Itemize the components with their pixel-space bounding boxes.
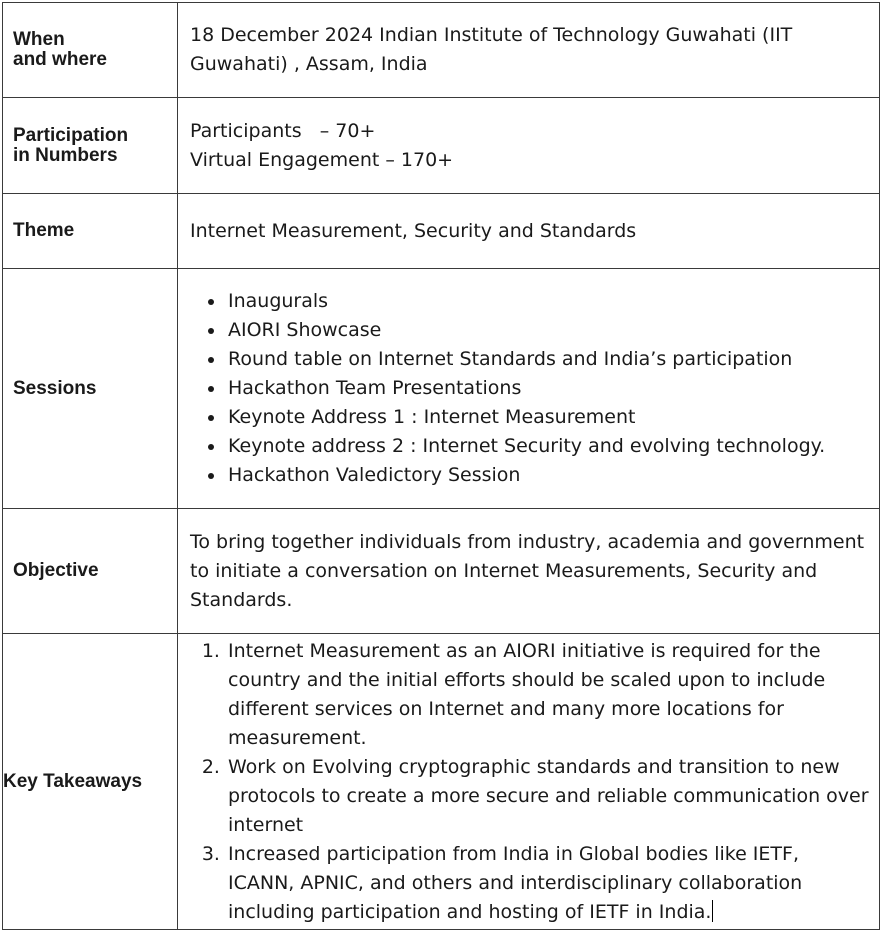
- row-sessions: [3, 269, 880, 509]
- session-item: • Inaugurals: [226, 287, 871, 316]
- takeaway-item: 1. Internet Measurement as an AIORI initiative is required for the country and the initial efforts should be scaled upon to include different services on Internet and many more locations for measurement.: [226, 637, 871, 753]
- value-theme: Internet Measurement, Security and Standards: [178, 194, 880, 269]
- takeaway-item-text: Increased participation from India in Global bodies like IETF, ICANN, APNIC, and others and interdisciplinary collaboration including participation and hosting of IETF in India.: [228, 842, 803, 923]
- session-item: • Keynote Address 1 : Internet Measurement: [226, 403, 871, 432]
- session-item: • Hackathon Team Presentations: [226, 374, 871, 403]
- label-participation-line2: in Numbers: [13, 144, 118, 166]
- text-cursor[interactable]: [712, 900, 713, 922]
- session-item: • AIORI Showcase: [226, 316, 871, 345]
- label-key-takeaways: Key Takeaways: [3, 634, 178, 930]
- label-theme: Theme: [3, 194, 178, 269]
- label-and-where: and where: [13, 49, 107, 70]
- takeaway-item: [226, 840, 871, 927]
- value-objective: To bring together individuals from industry, academia and government to initiate a conversation on Internet Measurements, Security and Standards.: [178, 509, 880, 634]
- virtual-engagement-count: Virtual Engagement – 170+: [190, 148, 454, 171]
- label-sessions: Sessions: [3, 269, 178, 509]
- value-sessions: [178, 269, 880, 509]
- participants-count: Participants – 70+: [190, 119, 376, 142]
- event-summary-table: [2, 2, 880, 930]
- row-theme: [3, 194, 880, 269]
- session-item: • Hackathon Valedictory Session: [226, 461, 871, 490]
- label-when: When: [13, 29, 65, 50]
- sessions-list: [190, 287, 871, 490]
- label-objective: Objective: [3, 509, 178, 634]
- row-when-where: [3, 3, 880, 98]
- row-participation: [3, 98, 880, 194]
- label-when-where: [3, 3, 178, 98]
- value-key-takeaways: [178, 634, 880, 930]
- takeaway-item: 2. Work on Evolving cryptographic standards and transition to new protocols to create a more secure and reliable communication over internet: [226, 753, 871, 840]
- session-item: • Round table on Internet Standards and India’s participation: [226, 345, 871, 374]
- takeaways-list: [190, 637, 871, 927]
- session-item: • Keynote address 2 : Internet Security and evolving technology.: [226, 432, 871, 461]
- value-participation: [178, 98, 880, 194]
- label-participation-line1: Participation: [13, 124, 129, 146]
- label-participation: [3, 98, 178, 194]
- row-key-takeaways: [3, 634, 880, 930]
- value-when-where: 18 December 2024 Indian Institute of Technology Guwahati (IIT Guwahati) , Assam, India: [178, 3, 880, 98]
- row-objective: [3, 509, 880, 634]
